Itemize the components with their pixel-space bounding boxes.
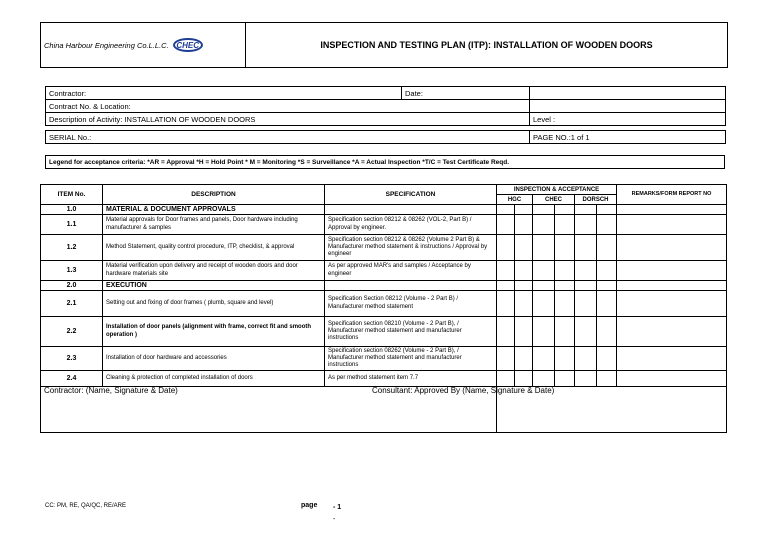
inspection-cell (575, 347, 597, 371)
item-description: EXECUTION (103, 281, 325, 291)
item-description: MATERIAL & DOCUMENT APPROVALS (103, 205, 325, 215)
inspection-cell (597, 291, 617, 317)
item-specification: Specification section 08210 (Volume - 2 Part B), / Manufacturer method statement and manufacturer instructions (325, 317, 497, 347)
legend-table (45, 155, 725, 169)
item-description: Installation of door hardware and accessories (103, 347, 325, 371)
inspection-cell (515, 235, 533, 261)
item-description: Cleaning & protection of completed installation of doors (103, 371, 325, 387)
remarks-cell (617, 205, 727, 215)
item-number: 2.3 (41, 347, 103, 371)
info-blank (530, 87, 726, 100)
contractor-signature: Contractor: (Name, Signature & Date) (41, 387, 497, 433)
inspection-cell (497, 215, 515, 235)
item-description: Material verification upon delivery and receipt of wooden doors and door hardware materials site (103, 261, 325, 281)
info-table (45, 86, 726, 144)
header-dorsch: DORSCH (575, 195, 617, 205)
footer-cc: CC: PM, RE, QA/QC, RE/ARE (45, 503, 127, 509)
chec-logo-icon: CHEC (173, 38, 203, 52)
inspection-cell (597, 205, 617, 215)
table-row (41, 261, 727, 281)
item-specification: As per approved MAR's and samples / Acceptance by engineer (325, 261, 497, 281)
date-field: Date: (402, 87, 530, 100)
item-specification (325, 205, 497, 215)
inspection-cell (515, 215, 533, 235)
section-row (41, 205, 727, 215)
table-row (41, 235, 727, 261)
inspection-cell (575, 317, 597, 347)
inspection-cell (497, 371, 515, 387)
level-field: Level : (530, 113, 726, 126)
inspection-cell (555, 347, 575, 371)
inspection-cell (555, 291, 575, 317)
header-inspection: INSPECTION & ACCEPTANCE (497, 185, 617, 195)
inspection-cell (515, 281, 533, 291)
inspection-cell (533, 317, 555, 347)
item-number: 1.3 (41, 261, 103, 281)
inspection-cell (597, 215, 617, 235)
remarks-cell (617, 235, 727, 261)
item-specification: Specification section 08262 (Volume - 2 Part B), / Manufacturer method statement and manufacturer instructions (325, 347, 497, 371)
item-description: Method Statement, quality control procedure, ITP, checklist, & approval (103, 235, 325, 261)
info-blank (530, 100, 726, 113)
item-number: 1.2 (41, 235, 103, 261)
inspection-cell (515, 371, 533, 387)
section-row (41, 281, 727, 291)
inspection-cell (515, 347, 533, 371)
remarks-cell (617, 317, 727, 347)
inspection-cell (575, 235, 597, 261)
consultant-signature-label: Consultant: Approved By (Name, Signature & Date) (372, 386, 555, 395)
header-chec: CHEC (533, 195, 575, 205)
inspection-cell (555, 205, 575, 215)
remarks-cell (617, 261, 727, 281)
inspection-cell (533, 205, 555, 215)
inspection-cell (533, 235, 555, 261)
table-row (41, 371, 727, 387)
inspection-cell (533, 371, 555, 387)
inspection-cell (497, 317, 515, 347)
item-number: 2.0 (41, 281, 103, 291)
inspection-cell (497, 281, 515, 291)
inspection-cell (555, 215, 575, 235)
activity-field: Description of Activity: INSTALLATION OF WOODEN DOORS (46, 113, 530, 126)
inspection-cell (597, 317, 617, 347)
inspection-cell (533, 281, 555, 291)
page-no-field: PAGE NO.:1 of 1 (530, 131, 726, 144)
item-specification (325, 281, 497, 291)
footer-page-label: page (301, 502, 318, 509)
remarks-cell (617, 371, 727, 387)
inspection-cell (497, 205, 515, 215)
inspection-cell (497, 235, 515, 261)
item-number: 1.1 (41, 215, 103, 235)
document-header (40, 22, 728, 68)
inspection-cell (575, 205, 597, 215)
company-cell (41, 23, 246, 68)
item-specification: Specification section 08212 & 08262 (Volume 2 Part B) & Manufacturer method statement & instructions / Approval by engineer (325, 235, 497, 261)
inspection-cell (597, 371, 617, 387)
item-number: 2.4 (41, 371, 103, 387)
header-hgc: HGC (497, 195, 533, 205)
legend-text: Legend for acceptance criteria: *AR = Approval *H = Hold Point * M = Monitoring *S = Surveillance *A = Actual Inspection *T/C = Test Certificate Reqd. (46, 156, 725, 169)
inspection-cell (533, 291, 555, 317)
table-row (41, 291, 727, 317)
itp-table (40, 184, 727, 433)
item-description: Installation of door panels (alignment with frame, correct fit and smooth operation ) (103, 317, 325, 347)
inspection-cell (497, 261, 515, 281)
remarks-cell (617, 281, 727, 291)
inspection-cell (555, 261, 575, 281)
table-row (41, 347, 727, 371)
company-name: China Harbour Engineering Co.L.L.C. (44, 40, 169, 50)
item-specification: Specification Section 08212 (Volume - 2 Part B) / Manufacturer method statement (325, 291, 497, 317)
inspection-cell (555, 281, 575, 291)
remarks-cell (617, 215, 727, 235)
footer-dash: - (333, 516, 336, 523)
inspection-cell (515, 317, 533, 347)
item-description: Material approvals for Door frames and panels, Door hardware including manufacturer & samples (103, 215, 325, 235)
contract-location-field: Contract No. & Location: (46, 100, 530, 113)
inspection-cell (575, 281, 597, 291)
item-specification: Specification section 08212 & 08262 (VOL-2, Part B) / Approval by engineer. (325, 215, 497, 235)
footer-page-number: - 1 (333, 504, 342, 511)
inspection-cell (575, 261, 597, 281)
item-number: 1.0 (41, 205, 103, 215)
inspection-cell (555, 371, 575, 387)
document-title: INSPECTION AND TESTING PLAN (ITP): INSTALLATION OF WOODEN DOORS (246, 23, 728, 68)
inspection-cell (597, 281, 617, 291)
inspection-cell (533, 347, 555, 371)
item-specification: As per method statement item 7.7 (325, 371, 497, 387)
item-number: 2.2 (41, 317, 103, 347)
item-description: Setting out and fixing of door frames ( plumb, square and level) (103, 291, 325, 317)
inspection-cell (555, 235, 575, 261)
item-number: 2.1 (41, 291, 103, 317)
inspection-cell (575, 371, 597, 387)
inspection-cell (515, 261, 533, 281)
inspection-cell (597, 261, 617, 281)
inspection-cell (533, 215, 555, 235)
table-row (41, 317, 727, 347)
contractor-field: Contractor: (46, 87, 402, 100)
inspection-cell (497, 347, 515, 371)
header-remarks: REMARKS/FORM REPORT NO (617, 185, 727, 205)
remarks-cell (617, 291, 727, 317)
inspection-cell (575, 215, 597, 235)
inspection-cell (497, 291, 515, 317)
inspection-cell (515, 205, 533, 215)
inspection-cell (533, 261, 555, 281)
header-item-no: ITEM No. (41, 185, 103, 205)
serial-field: SERIAL No.: (46, 131, 530, 144)
inspection-cell (555, 317, 575, 347)
inspection-cell (575, 291, 597, 317)
header-specification: SPECIFICATION (325, 185, 497, 205)
inspection-cell (597, 235, 617, 261)
inspection-cell (597, 347, 617, 371)
table-row (41, 215, 727, 235)
inspection-cell (515, 291, 533, 317)
header-description: DESCRIPTION (103, 185, 325, 205)
consultant-signature (372, 386, 727, 433)
remarks-cell (617, 347, 727, 371)
